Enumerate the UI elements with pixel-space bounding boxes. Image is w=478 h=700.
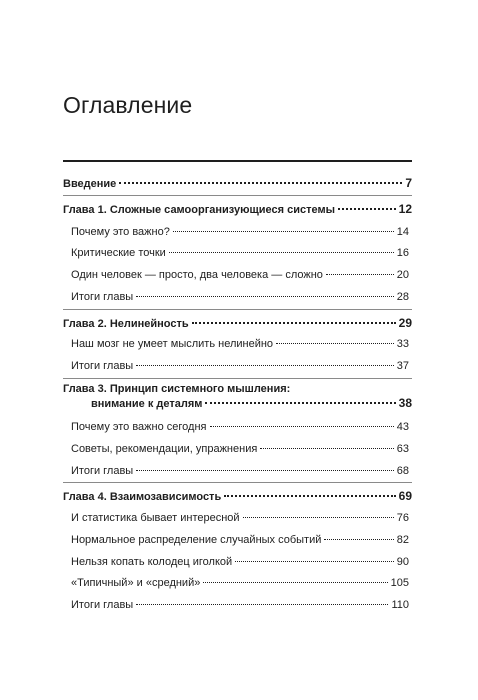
dot-leader [192, 322, 396, 324]
toc-entry-section [71, 420, 409, 434]
toc-entry-chapter-3 [63, 396, 412, 411]
toc-entry-page: 29 [398, 316, 412, 330]
toc-entry-section [71, 576, 409, 590]
toc-entry-chapter-2 [63, 316, 412, 331]
divider [63, 309, 412, 310]
toc-entry-page: 43 [396, 421, 409, 433]
dot-leader [136, 604, 388, 605]
toc-entry-page: 38 [398, 396, 412, 410]
toc-entry-label: Итоги главы [71, 291, 134, 303]
toc-entry-section [71, 290, 409, 304]
toc-entry-chapter-4 [63, 489, 412, 504]
toc-entry-page: 76 [396, 512, 409, 524]
toc-entry-label: Глава 2. Нелинейность [63, 318, 189, 330]
dot-leader [210, 426, 394, 427]
page-title: Оглавление [63, 92, 193, 118]
toc-entry-page: 68 [396, 465, 409, 477]
toc-entry-label: Введение [63, 178, 117, 190]
toc-entry-page: 63 [396, 443, 409, 455]
toc-entry-page: 37 [396, 360, 409, 372]
toc-entry-label: Глава 1. Сложные самоорганизующиеся системы [63, 204, 336, 216]
dot-leader [136, 365, 394, 366]
toc-entry-page: 110 [391, 599, 409, 611]
dot-leader [235, 561, 394, 562]
dot-leader [224, 495, 395, 497]
dot-leader [324, 539, 393, 540]
toc-entry-section [71, 511, 409, 525]
toc-entry-page: 90 [396, 556, 409, 568]
toc-entry-chapter-3-line-1: Глава 3. Принцип системного мышления: [63, 383, 291, 395]
toc-entry-label: Итоги главы [71, 465, 134, 477]
toc-entry-page: 105 [390, 577, 409, 589]
toc-entry-section [71, 225, 409, 239]
toc-entry-page: 20 [396, 269, 409, 281]
toc-entry-label: Нормальное распределение случайных событий [71, 534, 322, 546]
toc-entry-introduction [63, 176, 412, 191]
dot-leader [260, 448, 393, 449]
toc-entry-section [71, 359, 409, 373]
toc-entry-page: 69 [398, 489, 412, 503]
toc-entry-label: Критические точки [71, 247, 166, 259]
toc-entry-label: Почему это важно сегодня [71, 421, 207, 433]
toc-entry-chapter-1 [63, 202, 412, 217]
toc-entry-section [71, 337, 409, 351]
dot-leader [173, 231, 394, 232]
divider [63, 482, 412, 483]
toc-entry-label: Советы, рекомендации, упражнения [71, 443, 258, 455]
toc-entry-page: 14 [396, 226, 409, 238]
toc-entry-section [71, 555, 409, 569]
toc-entry-label: Глава 4. Взаимозависимость [63, 491, 222, 503]
dot-leader [136, 470, 394, 471]
toc-entry-label: Один человек — просто, два человека — сложно [71, 269, 323, 281]
toc-entry-label: Почему это важно? [71, 226, 170, 238]
toc-entry-section [71, 533, 409, 547]
toc-entry-label: Итоги главы [71, 599, 134, 611]
divider [63, 378, 412, 379]
dot-leader [276, 343, 394, 344]
toc-entry-page: 82 [396, 534, 409, 546]
divider [63, 195, 412, 196]
toc-entry-label: Наш мозг не умеет мыслить нелинейно [71, 338, 274, 350]
toc-entry-page: 7 [405, 176, 412, 190]
dot-leader [136, 296, 394, 297]
toc-entry-page: 16 [396, 247, 409, 259]
toc-entry-label: «Типичный» и «средний» [71, 577, 201, 589]
toc-entry-section [71, 268, 409, 282]
toc-entry-label: И статистика бывает интересной [71, 512, 240, 524]
toc-entry-label: Нельзя копать колодец иголкой [71, 556, 233, 568]
toc-entry-page: 28 [396, 291, 409, 303]
toc-entry-label: Итоги главы [71, 360, 134, 372]
toc-entry-section [71, 246, 409, 260]
toc-entry-section [71, 442, 409, 456]
dot-leader [203, 582, 387, 583]
dot-leader [326, 274, 394, 275]
dot-leader [243, 517, 394, 518]
dot-leader [338, 208, 396, 210]
toc-entry-section [71, 598, 409, 612]
toc-entry-section [71, 464, 409, 478]
toc-entry-page: 33 [396, 338, 409, 350]
dot-leader [205, 402, 395, 404]
dot-leader [169, 252, 394, 253]
dot-leader [119, 182, 402, 184]
toc-entry-label: внимание к деталям [91, 398, 203, 410]
toc-entry-page: 12 [398, 202, 412, 216]
